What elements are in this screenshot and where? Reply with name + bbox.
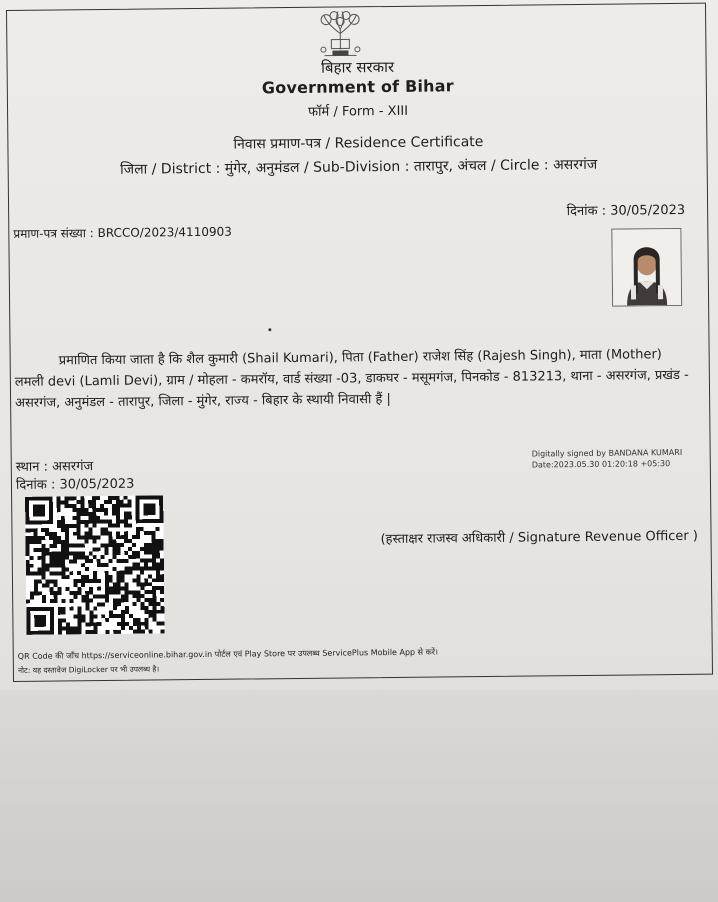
- certificate-body: प्रमाणित किया जाता है कि शैल कुमारी (Shail Kumari), पिता (Father) राजेश सिंह (Rajesh Singh), माता (Mother) लमली devi (Lamli Devi), ग्राम / मोहला - कमरॉय, वार्ड संख्या -03, डाकघर - मसूमगंज, पिनकोड - 813213, थाना - असरगंज, प्रखंड - असरगंज, अनुमंडल - तारापुर, जिला - मुंगेर, राज्य - बिहार के स्थायी निवासी हैं |: [14, 347, 689, 411]
- paper-fold-shadow: [0, 690, 718, 902]
- signature-label: (हस्ताक्षर राजस्व अधिकारी / Signature Revenue Officer ): [380, 528, 699, 548]
- applicant-photo: [611, 228, 682, 307]
- certificate-frame: [6, 3, 713, 682]
- government-title: Government of Bihar: [261, 76, 454, 98]
- issue-date: दिनांक : 30/05/2023: [566, 202, 686, 220]
- form-number: फॉर्म / Form - XIII: [308, 103, 409, 120]
- digital-signature-block: [532, 447, 683, 471]
- certificate-title: निवास प्रमाण-पत्र / Residence Certificate: [233, 134, 484, 153]
- digital-signature-date: Date:2023.05.30 01:20:18 +05:30: [531, 459, 671, 470]
- hindi-government-title: बिहार सरकार: [321, 57, 395, 77]
- certificate-number: प्रमाण-पत्र संख्या : BRCCO/2023/4110903: [13, 224, 232, 241]
- digital-signature-signer: Digitally signed by BANDANA KUMARI: [531, 447, 683, 459]
- qr-code[interactable]: [24, 495, 165, 634]
- digilocker-note: नोट: यह दस्तावेज DigiLocker पर भी उपलब्ध है।: [17, 664, 160, 675]
- qr-verification-note: QR Code की जाँच https://serviceonline.bihar.gov.in पोर्टल एवं Play Store पर उपलब्ध ServicePlus Mobile App से करें।: [17, 647, 439, 661]
- person-photo-icon: [612, 229, 681, 306]
- signing-date: दिनांक : 30/05/2023: [15, 476, 135, 493]
- bihar-state-emblem-icon: [312, 9, 369, 62]
- district-line: जिला / District : मुंगेर, अनुमंडल / Sub-Division : तारापुर, अंचल / Circle : असरगंज: [120, 156, 598, 178]
- speck: [268, 328, 271, 331]
- place-line: स्थान : असरगंज: [15, 459, 94, 475]
